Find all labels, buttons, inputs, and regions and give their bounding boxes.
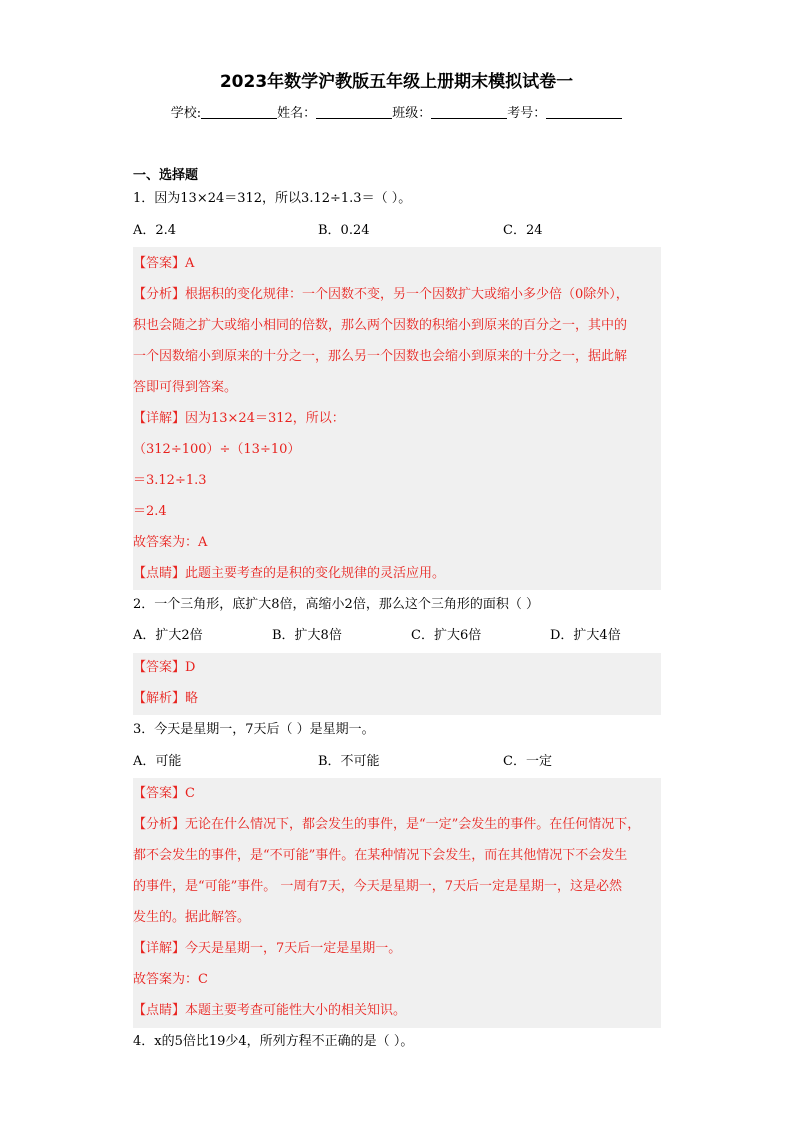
q1-answer: 【答案】A <box>133 256 195 271</box>
q2-answer-block <box>133 653 661 715</box>
q1-analysis-line: 【分析】根据积的变化规律：一个因数不变，另一个因数扩大或缩小多少倍（0除外）， <box>133 287 629 302</box>
q1-detail-line: （312÷100）÷（13÷10） <box>133 442 301 457</box>
name-label: 姓名： <box>277 106 317 121</box>
q3-analysis-line: 都不会发生的事件，是“不可能”事件。在某种情况下会发生，而在其他情况下不会发生 <box>133 848 628 863</box>
q3-stem: 3．今天是星期一，7天后（ ）是星期一。 <box>133 722 375 737</box>
q2-option-a: A．扩大2倍 <box>133 628 203 643</box>
q2-analysis: 【解析】略 <box>133 691 199 706</box>
class-blank <box>431 105 507 119</box>
q3-analysis-line: 发生的。据此解答。 <box>133 910 251 925</box>
q2-option-c: C．扩大6倍 <box>411 628 482 643</box>
q1-comment: 【点睛】此题主要考查的是积的变化规律的灵活应用。 <box>133 566 446 581</box>
student-info-row <box>0 104 793 124</box>
class-label: 班级： <box>392 106 432 121</box>
q1-detail-line: 故答案为：A <box>133 535 208 550</box>
q1-analysis-line: 一个因数缩小到原来的十分之一，那么另一个因数也会缩小到原来的十分之一，据此解 <box>133 349 628 364</box>
q3-answer-block <box>133 778 661 1028</box>
q1-option-a: A．2.4 <box>133 223 177 238</box>
q2-option-b: B．扩大8倍 <box>272 628 342 643</box>
section-heading: 一、选择题 <box>133 168 199 183</box>
q3-option-c: C．一定 <box>503 754 552 769</box>
q1-detail-line: ＝2.4 <box>133 504 167 519</box>
school-label: 学校: <box>170 106 202 121</box>
number-label: 考号： <box>507 106 547 121</box>
q1-option-b: B．0.24 <box>318 223 370 238</box>
q1-stem: 1．因为13×24＝312，所以3.12÷1.3＝（ ）。 <box>133 191 412 206</box>
q2-stem: 2．一个三角形，底扩大8倍，高缩小2倍，那么这个三角形的面积（ ） <box>133 597 539 612</box>
q3-analysis-line: 的事件，是“可能”事件。 一周有7天，今天是星期一，7天后一定是星期一，这是必然 <box>133 879 622 894</box>
q3-detail-line: 故答案为：C <box>133 972 208 987</box>
q3-answer: 【答案】C <box>133 786 195 801</box>
name-blank <box>316 105 392 119</box>
q1-detail-line: ＝3.12÷1.3 <box>133 473 207 488</box>
q3-option-b: B．不可能 <box>318 754 380 769</box>
page-title: 2023年数学沪教版五年级上册期末模拟试卷一 <box>219 72 574 92</box>
q1-analysis-line: 积也会随之扩大或缩小相同的倍数，那么两个因数的积缩小到原来的百分之一，其中的 <box>133 318 628 333</box>
q3-analysis-line: 【分析】无论在什么情况下，都会发生的事件，是“一定”会发生的事件。在任何情况下， <box>133 817 641 832</box>
q4-stem: 4．x的5倍比19少4，所列方程不正确的是（ ）。 <box>133 1034 414 1049</box>
q3-option-a: A．可能 <box>133 754 182 769</box>
q3-detail-line: 【详解】今天是星期一，7天后一定是星期一。 <box>133 941 402 956</box>
q3-comment: 【点睛】本题主要考查可能性大小的相关知识。 <box>133 1003 407 1018</box>
number-blank <box>546 105 622 119</box>
q1-option-c: C．24 <box>503 223 543 238</box>
q1-detail-line: 【详解】因为13×24＝312，所以： <box>133 411 345 426</box>
school-blank <box>201 105 277 119</box>
q2-option-d: D．扩大4倍 <box>550 628 621 643</box>
q2-answer: 【答案】D <box>133 660 196 675</box>
q1-answer-block <box>133 247 661 590</box>
q1-analysis-line: 答即可得到答案。 <box>133 380 238 395</box>
